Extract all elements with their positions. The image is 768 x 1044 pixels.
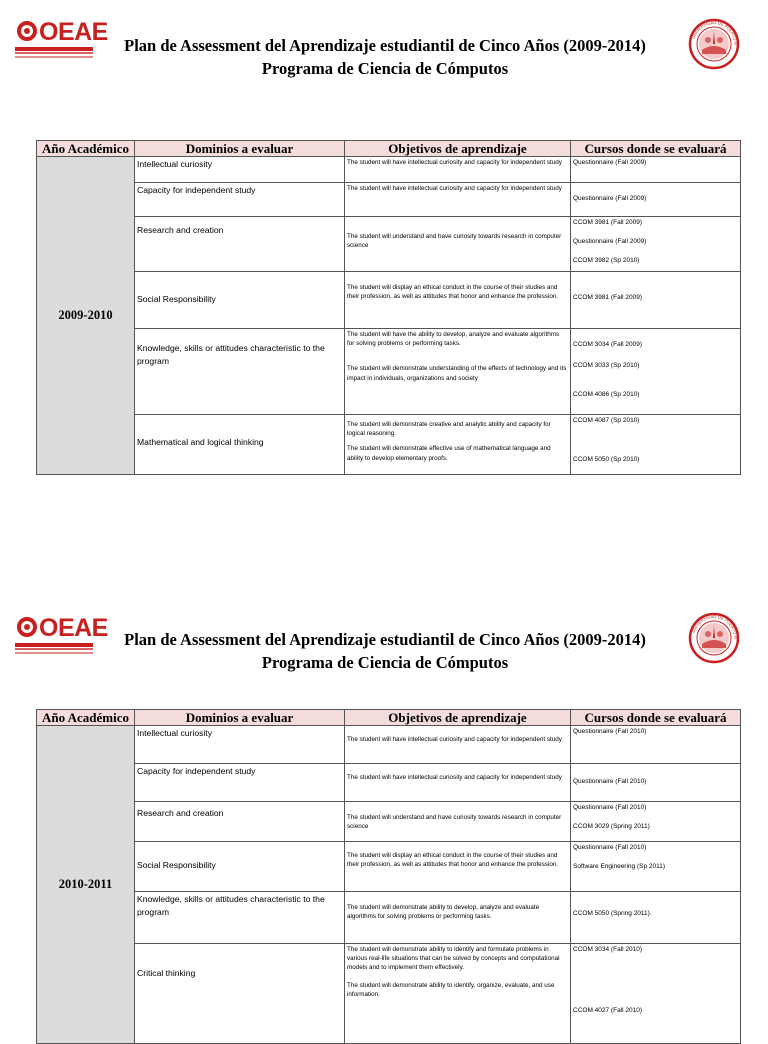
header-objectives: Objetivos de aprendizaje (345, 710, 571, 726)
oeae-logo (15, 614, 108, 658)
objective-cell: The student will have intellectual curiosity and capacity for independent study (345, 764, 571, 802)
course-cell: CCOM 3981 (Fall 2009) Questionnaire (Fall 2009) CCOM 3982 (Sp 2010) (571, 217, 741, 272)
course-cell: Questionnaire (Fall 2009) (571, 183, 741, 217)
table-row (37, 802, 741, 842)
header-year: Año Académico (37, 141, 135, 157)
university-seal-icon (688, 612, 740, 664)
objective-cell: The student will understand and have curiosity towards research in computer science (345, 802, 571, 842)
table-row (37, 892, 741, 944)
table-row (37, 272, 741, 329)
domain-cell: Social Responsibility (135, 272, 345, 329)
objective-cell: The student will have intellectual curiosity and capacity for independent study (345, 183, 571, 217)
objective-cell: The student will demonstrate creative and analytic ability and capacity for logical reasoning. The student will demonstrate effective use of mathematical language and ability to develop elementary proofs. (345, 415, 571, 475)
objective-cell: The student will have intellectual curiosity and capacity for independent study (345, 157, 571, 183)
domain-cell: Capacity for independent study (135, 764, 345, 802)
title-line-2: Programa de Ciencia de Cómputos (261, 59, 509, 78)
university-seal-icon (688, 18, 740, 70)
page-title (100, 628, 670, 674)
course-cell: Questionnaire (Fall 2009) (571, 157, 741, 183)
domain-cell: Critical thinking (135, 944, 345, 1044)
domain-cell: Intellectual curiosity (135, 726, 345, 764)
page-title (100, 34, 670, 80)
table-row (37, 157, 741, 183)
title-line-2: Programa de Ciencia de Cómputos (261, 653, 509, 672)
assessment-table-2009 (36, 140, 741, 475)
objective-cell: The student will demonstrate ability to develop, analyze and evaluate algorithms for solving problems or performing tasks. (345, 892, 571, 944)
table-row (37, 726, 741, 764)
table-row (37, 415, 741, 475)
table-header-row (37, 141, 741, 157)
logo-text: OEAE (39, 614, 108, 642)
domain-cell: Knowledge, skills or attitudes characteristic to the program (135, 892, 345, 944)
table-row (37, 183, 741, 217)
header-objectives: Objetivos de aprendizaje (345, 141, 571, 157)
header-domains: Dominios a evaluar (135, 141, 345, 157)
course-cell: CCOM 4087 (Sp 2010) CCOM 5050 (Sp 2010) (571, 415, 741, 475)
domain-cell: Social Responsibility (135, 842, 345, 892)
objective-cell: The student will have intellectual curiosity and capacity for independent study (345, 726, 571, 764)
header-courses: Cursos donde se evaluará (571, 141, 741, 157)
course-cell: CCOM 5050 (Spring 2011). (571, 892, 741, 944)
course-cell: Questionnaire (Fall 2010) Software Engineering (Sp 2011) (571, 842, 741, 892)
table-row (37, 217, 741, 272)
title-line-1: Plan de Assessment del Aprendizaje estudiantil de Cinco Años (2009-2014) (124, 36, 646, 55)
objective-cell: The student will understand and have curiosity towards research in computer science (345, 217, 571, 272)
course-cell: CCOM 3034 (Fall 2010) CCOM 4027 (Fall 2010) (571, 944, 741, 1044)
header-year: Año Académico (37, 710, 135, 726)
table-row (37, 842, 741, 892)
assessment-table-2010 (36, 709, 741, 1044)
logo-text: OEAE (39, 18, 108, 46)
table-row (37, 764, 741, 802)
title-line-1: Plan de Assessment del Aprendizaje estudiantil de Cinco Años (2009-2014) (124, 630, 646, 649)
header-courses: Cursos donde se evaluará (571, 710, 741, 726)
course-cell: Questionnaire (Fall 2010) CCOM 3029 (Spring 2011) (571, 802, 741, 842)
domain-cell: Intellectual curiosity (135, 157, 345, 183)
domain-cell: Research and creation (135, 802, 345, 842)
academic-year: 2010-2011 (37, 726, 135, 1044)
course-cell: CCOM 3981 (Fall 2009) (571, 272, 741, 329)
seal-text: UNIVERSIDAD DE PUERTO R (690, 19, 739, 46)
domain-cell: Research and creation (135, 217, 345, 272)
course-cell: Questionnaire (Fall 2010) (571, 726, 741, 764)
table-header-row (37, 710, 741, 726)
objective-cell: The student will display an ethical conduct in the course of their studies and their profession, as well as attitudes that honor and enhance the profession. (345, 842, 571, 892)
objective-cell: The student will display an ethical conduct in the course of their studies and their profession, as well as attitudes that honor and enhance the profession. (345, 272, 571, 329)
seal-text: UNIVERSIDAD DE PUERTO R (690, 613, 739, 640)
objective-cell: The student will have the ability to develop, analyze and evaluate algorithms for solving problems or performing tasks. The student will demonstrate understanding of the effects of technology and its impact in individuals, organizations and society (345, 329, 571, 415)
objective-cell: The student will demonstrate ability to identify and formulate problems in various real-life situations that can be solved by concepts and computational models and to implement them effectively. The student will demonstrate ability to identify, organize, evaluate, and use information. (345, 944, 571, 1044)
course-cell: Questionnaire (Fall 2010) (571, 764, 741, 802)
table-row (37, 329, 741, 415)
academic-year: 2009-2010 (37, 157, 135, 475)
domain-cell: Capacity for independent study (135, 183, 345, 217)
logo-circle-icon (17, 617, 37, 637)
table-row (37, 944, 741, 1044)
oeae-logo (15, 18, 108, 62)
domain-cell: Knowledge, skills or attitudes characteristic to the program (135, 329, 345, 415)
header-domains: Dominios a evaluar (135, 710, 345, 726)
domain-cell: Mathematical and logical thinking (135, 415, 345, 475)
course-cell: CCOM 3034 (Fall 2009) CCOM 3033 (Sp 2010) CCOM 4086 (Sp 2010) (571, 329, 741, 415)
logo-circle-icon (17, 21, 37, 41)
